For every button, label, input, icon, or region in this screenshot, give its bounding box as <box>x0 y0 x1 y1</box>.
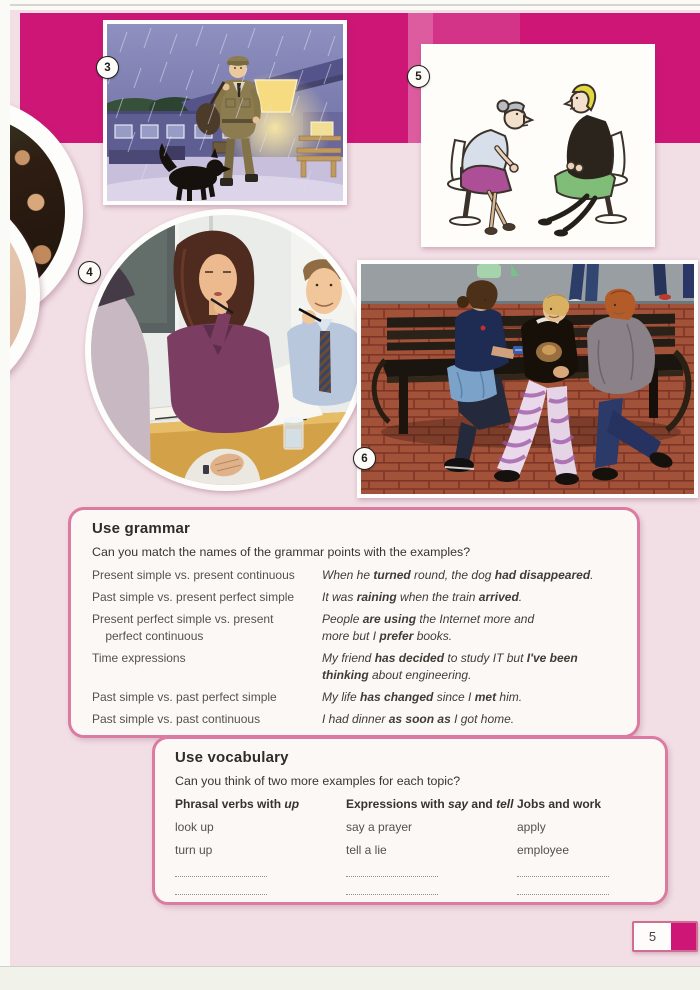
grammar-point: Present perfect simple vs. present perfect continuous <box>92 612 274 643</box>
grammar-point: Past simple vs. past perfect simple <box>92 690 277 704</box>
vocab-item: employee <box>517 843 570 857</box>
grammar-row <box>92 650 623 684</box>
scan-edge-left <box>0 0 10 990</box>
scan-line <box>0 4 700 6</box>
teenagers-bench-illustration <box>361 264 694 494</box>
vocab-item: say a prayer <box>346 820 413 834</box>
grammar-row <box>92 711 623 728</box>
answer-blank-line[interactable] <box>346 876 438 877</box>
grammar-row <box>92 567 623 584</box>
vocab-column-header: Jobs and work <box>517 797 602 811</box>
photo-business-meeting <box>85 209 367 491</box>
use-vocabulary-box <box>152 736 668 905</box>
grammar-example: People are using the Internet more and more but I prefer books. <box>322 612 535 643</box>
answer-blank-line[interactable] <box>175 894 267 895</box>
grammar-example: My friend has decided to study IT but I've been thinking about engineering. <box>322 651 578 682</box>
scan-edge-top <box>0 0 700 10</box>
photo-cartoon-two-women <box>421 44 655 247</box>
grammar-row <box>92 611 623 645</box>
vocab-column-phrasal-verbs <box>175 797 346 895</box>
use-grammar-box <box>68 507 640 738</box>
grammar-example: My life has changed since I met him. <box>322 690 523 704</box>
answer-blank-line[interactable] <box>175 876 267 877</box>
photo-number-badge-3: 3 <box>96 56 119 79</box>
grammar-point: Past simple vs. past continuous <box>92 712 261 726</box>
vocabulary-prompt: Can you think of two more examples for each topic? <box>175 774 461 788</box>
scan-edge-bottom <box>0 966 700 990</box>
page-tab-color-block <box>671 923 696 950</box>
photo-soldier-rain <box>103 20 347 205</box>
grammar-rows <box>92 567 623 728</box>
photo-number-badge-4: 4 <box>78 261 101 284</box>
grammar-point: Time expressions <box>92 651 186 665</box>
page-number-tab <box>632 921 698 952</box>
photo-number-badge-6: 6 <box>353 447 376 470</box>
vocab-item: tell a lie <box>346 843 387 857</box>
vocab-item: apply <box>517 820 546 834</box>
vocab-column-jobs-work <box>517 797 651 895</box>
vocab-column-say-tell <box>346 797 517 895</box>
grammar-example: It was raining when the train arrived. <box>322 590 523 604</box>
meeting-photo-disc <box>91 215 361 485</box>
vocab-item: turn up <box>175 843 213 857</box>
business-meeting-illustration <box>91 215 361 485</box>
cartoon-two-women-illustration <box>425 48 651 243</box>
answer-blank-line[interactable] <box>517 876 609 877</box>
photo-number-badge-5: 5 <box>407 65 430 88</box>
vocabulary-columns <box>175 797 651 895</box>
answer-blank-line[interactable] <box>346 894 438 895</box>
vocab-item: look up <box>175 820 214 834</box>
vocab-column-header: Expressions with say and tell <box>346 797 514 811</box>
photo-teenagers-bench <box>357 260 698 498</box>
vocabulary-title: Use vocabulary <box>175 749 289 766</box>
soldier-rain-illustration <box>107 24 343 201</box>
grammar-point: Present simple vs. present continuous <box>92 568 295 582</box>
page-number: 5 <box>648 929 657 944</box>
vocab-column-header: Phrasal verbs with up <box>175 797 300 811</box>
grammar-title: Use grammar <box>92 520 191 537</box>
grammar-row <box>92 589 623 606</box>
grammar-example: When he turned round, the dog had disappeared. <box>322 568 594 582</box>
grammar-example: I had dinner as soon as I got home. <box>322 712 515 726</box>
grammar-prompt: Can you match the names of the grammar points with the examples? <box>92 545 471 559</box>
answer-blank-line[interactable] <box>517 894 609 895</box>
page-paper <box>10 8 700 966</box>
grammar-row <box>92 689 623 706</box>
grammar-point: Past simple vs. present perfect simple <box>92 590 295 604</box>
